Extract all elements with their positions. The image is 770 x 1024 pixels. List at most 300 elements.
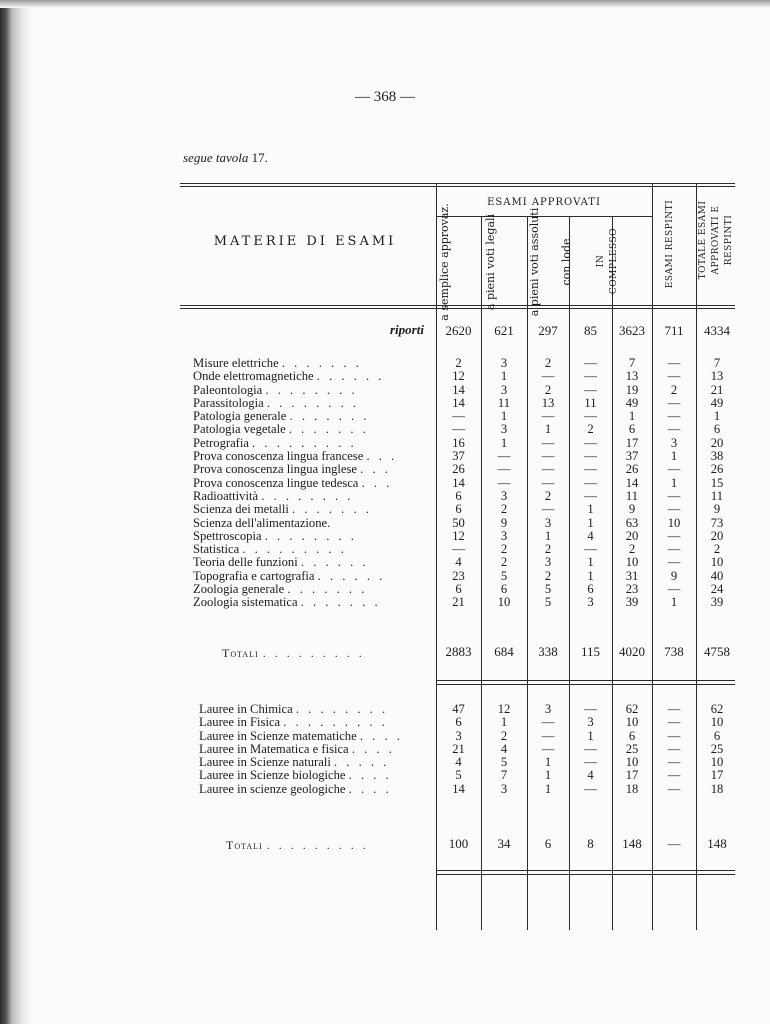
table-cell: 11 (710, 488, 724, 503)
table-cell: 13 (625, 369, 639, 384)
table-cell: — (667, 409, 681, 424)
table-cell: 39 (710, 595, 724, 610)
subject-label: Paleontologia (193, 382, 263, 397)
subject-label: Prova conoscenza lingua francese (193, 449, 364, 464)
table-cell: 1 (587, 515, 594, 530)
table-cell: 2 (500, 728, 508, 743)
table-cell: — (452, 422, 465, 437)
table-cell: — (584, 475, 597, 490)
table-cell: 4 (455, 755, 462, 770)
table-cell: 25 (625, 741, 639, 756)
table-cell: 2 (670, 382, 678, 397)
degree-row (199, 730, 403, 743)
table-cell: 14 (452, 781, 465, 796)
table-cell: — (541, 728, 555, 743)
table-cell: 3 (670, 435, 678, 450)
table-cell: 5 (544, 595, 552, 610)
totali-value: 148 (707, 836, 727, 851)
subject-row (193, 530, 397, 543)
table-cell: — (541, 435, 555, 450)
table-cell: 2 (455, 356, 462, 370)
header-col-totale: TOTALE ESAMI APPROVATI E RESPINTI (698, 200, 734, 280)
subject-row (193, 410, 397, 423)
table-cell: 14 (452, 475, 465, 490)
table-cell: 9 (500, 515, 508, 530)
table-cell: 1 (544, 422, 552, 437)
totali-value: 115 (580, 644, 601, 659)
subject-row (193, 423, 397, 436)
table-cell: 1 (670, 475, 678, 490)
table-cell: 73 (710, 515, 724, 530)
totali-value: 100 (448, 836, 469, 851)
table-cell: — (667, 582, 681, 597)
table-cell: — (541, 369, 555, 384)
subject-row (193, 450, 397, 463)
table-cell: — (667, 755, 681, 770)
table-cell: 24 (710, 582, 724, 597)
table-cell: 6 (500, 582, 508, 597)
leader-dots: . . . . . (333, 755, 390, 770)
table-cell: 3 (587, 595, 594, 610)
table-cell: 6 (628, 728, 636, 743)
subject-label: Teoria delle funzioni (193, 555, 298, 570)
table-cell: — (584, 488, 597, 503)
header-col-voti-legali: a pieni voti legali (484, 213, 497, 311)
leader-dots: . . . . . . . (281, 356, 362, 370)
degree-label: Lauree in scienze geologiche (199, 781, 346, 796)
table-cell: — (667, 741, 681, 756)
leader-dots: . . . . . . . . (265, 382, 358, 397)
section1-col-semplice (436, 357, 481, 610)
table-cell: 6 (455, 715, 462, 730)
degree-label: Lauree in Matematica e fisica (199, 741, 349, 756)
table-cell: 37 (625, 449, 639, 464)
leader-dots: . . . . . . . (291, 502, 372, 517)
table-cell: 3 (587, 715, 594, 730)
totali-label (222, 646, 365, 661)
totali-value: 148 (622, 836, 642, 851)
table-cell: 20 (625, 528, 639, 543)
subject-label: Zoologia sistematica (193, 595, 298, 610)
table-cell: — (541, 502, 555, 517)
header-col-semplice: a semplice approvaz. (438, 203, 451, 321)
header-col-complesso: IN COMPLESSO (596, 227, 619, 295)
subject-row (193, 463, 397, 476)
table-cell: 6 (713, 422, 721, 437)
table-cell: 10 (710, 555, 724, 570)
table-cell: 10 (625, 555, 639, 570)
degree-row (199, 703, 403, 716)
subject-label: Onde elettromagnetiche (193, 369, 314, 384)
table-cell: 17 (625, 768, 639, 783)
table-cell: — (667, 528, 681, 543)
table-cell: — (667, 702, 681, 716)
table-cell: 62 (710, 702, 724, 716)
table-cell: 1 (670, 449, 678, 464)
table-cell: 1 (544, 755, 552, 770)
table-cell: 1 (628, 409, 636, 424)
table-cell: 2 (713, 542, 721, 557)
table-cell: — (541, 715, 555, 730)
totali-label (226, 838, 369, 853)
header-esami-approvati: ESAMI APPROVATI (487, 197, 601, 208)
table-cell: 3 (544, 515, 552, 530)
table-cell: 62 (625, 702, 639, 716)
section1-col-lode (569, 357, 612, 610)
table-cell: 6 (628, 422, 636, 437)
subject-row (193, 490, 397, 503)
table-cell: 6 (587, 582, 594, 597)
subject-label: Scienza dei metalli (193, 502, 289, 517)
subject-label: Statistica (193, 542, 240, 557)
table-cell: — (667, 369, 681, 384)
table-cell: — (667, 488, 681, 503)
section2-col-semplice (436, 703, 481, 796)
table-cell: 14 (452, 395, 465, 410)
subject-row (193, 357, 397, 370)
table-cell: — (667, 395, 681, 410)
table-cell: 1 (500, 435, 508, 450)
totali-text: Totali (222, 646, 259, 660)
table-cell: 49 (625, 395, 639, 410)
riporti-value: 711 (664, 323, 684, 338)
table-cell: 10 (667, 515, 681, 530)
table-cell: — (667, 715, 681, 730)
section2-labels (199, 703, 403, 796)
table-cell: 10 (710, 755, 724, 770)
table-cell: 9 (670, 568, 678, 583)
table-cell: 26 (710, 462, 724, 477)
totali-value: 338 (538, 644, 558, 659)
table-cell: 37 (452, 449, 465, 464)
table-cell: — (497, 462, 511, 477)
table-cell: 1 (544, 768, 552, 783)
riporti-value: 2620 (445, 323, 472, 338)
degree-row (199, 743, 403, 756)
subject-label: Misure elettriche (193, 356, 279, 370)
totali-value: 34 (497, 836, 511, 851)
table-cell: — (452, 409, 465, 424)
table-cell: — (541, 449, 555, 464)
leader-dots: . . . (360, 462, 391, 477)
table-cell: — (667, 356, 681, 370)
table-cell: 18 (710, 781, 724, 796)
subject-label: Zoologia generale (193, 582, 285, 597)
table-cell: 2 (628, 542, 636, 557)
section2-col-respinti (652, 703, 696, 796)
table-cell: — (667, 781, 681, 796)
table-cell: 3 (500, 528, 508, 543)
subject-row (193, 397, 397, 410)
table-cell: 1 (713, 409, 721, 424)
leader-dots: . . . . (359, 728, 403, 743)
leader-dots: . . . . . . . . . (262, 646, 365, 660)
table-cell: — (541, 409, 555, 424)
book-binding-shadow (0, 0, 32, 1024)
table-cell: — (541, 462, 555, 477)
table-cell: 2 (544, 568, 552, 583)
subject-row (193, 556, 397, 569)
subject-label: Radioattività (193, 488, 259, 503)
riporti-value: 297 (538, 323, 558, 338)
table-cell: 1 (587, 568, 594, 583)
table-cell: — (584, 369, 597, 384)
leader-dots: . . . . . . . . (266, 395, 360, 410)
table-cell: 38 (710, 449, 724, 464)
table-cell: 10 (497, 595, 511, 610)
table-cell: 2 (544, 542, 552, 557)
table-cell: — (667, 502, 681, 517)
table-cell: 1 (587, 728, 594, 743)
table-cell: 17 (710, 768, 724, 783)
table-cell: 15 (710, 475, 724, 490)
subject-label: Patologia vegetale (193, 422, 286, 437)
section2-col-complesso (612, 703, 652, 796)
leader-dots: . . . . . . (316, 369, 385, 384)
table-cell: — (584, 382, 597, 397)
table-cell: — (584, 755, 597, 770)
table-cell: — (452, 542, 465, 557)
table-cell: 10 (625, 755, 639, 770)
table-cell: 2 (500, 555, 508, 570)
subject-label: Patologia generale (193, 409, 287, 424)
section2-col-voti-legali (481, 703, 527, 796)
table-cell: 16 (452, 435, 465, 450)
table-cell: 3 (544, 555, 552, 570)
table-cell: 19 (625, 382, 639, 397)
leader-dots: . . . . . . . (288, 422, 369, 437)
page-number: — 368 — (355, 89, 415, 105)
table-cell: 5 (455, 768, 462, 783)
subject-label: Topografia e cartografia (193, 568, 315, 583)
table-cell: 2 (544, 488, 552, 503)
subject-row (193, 517, 397, 530)
table-cell: — (667, 462, 681, 477)
leader-dots: . . . . . . (300, 555, 369, 570)
table-cell: 7 (628, 356, 636, 370)
riporti-value: 3623 (619, 323, 645, 338)
table-cell: — (541, 741, 555, 756)
table-cell: 11 (497, 395, 511, 410)
table-cell: 5 (544, 582, 552, 597)
header-materie: MATERIE DI ESAMI (213, 234, 397, 249)
table-cell: — (541, 475, 555, 490)
table-cell: 63 (625, 515, 639, 530)
table-cell: 6 (455, 488, 462, 503)
leader-dots: . . . . . . . (289, 409, 370, 424)
table-cell: 1 (500, 715, 508, 730)
section2-col-totale (696, 703, 738, 796)
subject-label: Scienza dell'alimentazione. (193, 515, 331, 530)
totali-value: 684 (494, 644, 514, 659)
table-cell: 1 (587, 502, 594, 517)
degree-row (199, 783, 403, 796)
continuation-prefix: segue tavola (183, 150, 249, 165)
continuation-number: 17. (251, 150, 268, 165)
table-cell: 7 (713, 356, 721, 370)
table-cell: — (584, 542, 597, 557)
table-cell: 11 (584, 395, 597, 410)
table-cell: — (584, 449, 597, 464)
table-cell: 1 (544, 781, 552, 796)
degree-label: Lauree in Scienze matematiche (199, 728, 357, 743)
page-top-edge (0, 0, 770, 8)
section1-col-respinti (652, 357, 696, 610)
degree-label: Lauree in Scienze biologiche (199, 768, 346, 783)
subject-row (193, 543, 397, 556)
leader-dots: . . . . . . . (300, 595, 381, 610)
table-cell: 3 (500, 422, 508, 437)
table-cell: 12 (452, 369, 465, 384)
riporti-value: 621 (494, 323, 514, 338)
table-cell: 40 (710, 568, 724, 583)
section1-col-voti-assoluti (527, 357, 569, 610)
leader-dots: . . . . . . . . (264, 528, 357, 543)
table-cell: — (667, 542, 681, 557)
table-cell: 17 (625, 435, 639, 450)
table-cell: — (497, 449, 511, 464)
table-cell: 39 (625, 595, 639, 610)
table-cell: 20 (710, 528, 724, 543)
table-cell: 6 (455, 582, 462, 597)
table-cell: 6 (455, 502, 462, 517)
degree-label: Lauree in Chimica (199, 702, 293, 716)
totali-value: 738 (664, 644, 684, 659)
table-cell: 10 (710, 715, 724, 730)
table-cell: 23 (452, 568, 465, 583)
subject-row (193, 384, 397, 397)
table-cell: 21 (710, 382, 724, 397)
table-cell: 11 (625, 488, 639, 503)
riporti-value: 4334 (704, 323, 730, 338)
table-cell: 25 (710, 741, 724, 756)
table-cell: 1 (500, 409, 508, 424)
riporti-value: 85 (584, 323, 597, 338)
table-cell: 20 (710, 435, 724, 450)
table-cell: — (584, 781, 597, 796)
leader-dots: . . . . . . . . . (252, 435, 357, 450)
leader-dots: . . . . . . . . . (266, 838, 369, 852)
riporti-label: riporti (390, 322, 424, 337)
table-cell: 14 (625, 475, 639, 490)
table-cell: 3 (500, 356, 508, 370)
subject-row (193, 437, 397, 450)
table-cell: 18 (625, 781, 639, 796)
table-cell: 4 (587, 528, 594, 543)
totali-value: 4020 (619, 644, 645, 659)
leader-dots: . . . . (348, 781, 392, 796)
table-cell: 26 (625, 462, 639, 477)
leader-dots: . . . . . . . . . (242, 542, 347, 557)
subject-label: Petrografia (193, 435, 249, 450)
subject-row (193, 477, 397, 490)
table-cell: 5 (500, 755, 508, 770)
table-cell: — (667, 422, 681, 437)
leader-dots: . . . . (351, 741, 395, 756)
degree-row (199, 769, 403, 782)
totali-value: 6 (544, 836, 552, 851)
table-cell: — (667, 728, 681, 743)
table-cell: 50 (452, 515, 465, 530)
table-cell: 12 (452, 528, 465, 543)
totali-value: — (667, 836, 681, 851)
table-cell: 3 (500, 382, 508, 397)
section1-labels (193, 357, 397, 610)
table-cell: — (584, 741, 597, 756)
table-cell: 3 (544, 702, 552, 716)
table-cell: — (667, 768, 681, 783)
table-cell: 2 (587, 422, 594, 437)
section1-col-voti-legali (481, 357, 527, 610)
subject-row (193, 583, 397, 596)
table-cell: 1 (500, 369, 508, 384)
totali-text: Totali (226, 838, 263, 852)
header-col-voti-assoluti: a pieni voti assoluti (528, 207, 541, 317)
degree-label: Lauree in Scienze naturali (199, 755, 331, 770)
table-cell: 7 (500, 768, 508, 783)
table-cell: 9 (628, 502, 636, 517)
table-cell: 47 (452, 702, 465, 716)
table-cell: 10 (625, 715, 639, 730)
leader-dots: . . . . (348, 768, 392, 783)
header-col-respinti: ESAMI RESPINTI (665, 199, 675, 289)
section2-col-lode (569, 703, 612, 796)
totali-value: 4758 (704, 644, 730, 659)
leader-dots: . . . . . . . (287, 582, 368, 597)
table-cell: 12 (497, 702, 511, 716)
subject-label: Prova conoscenza lingue tedesca (193, 475, 359, 490)
table-cell: — (497, 475, 511, 490)
table-cell: 13 (710, 369, 724, 384)
table-cell: 2 (544, 382, 552, 397)
table-cell: 3 (500, 488, 508, 503)
table-cell: 14 (452, 382, 465, 397)
table-cell: 2 (500, 502, 508, 517)
leader-dots: . . . . . . . . . (283, 715, 388, 730)
totali-value: 8 (587, 836, 594, 851)
table-cell: 2 (544, 356, 552, 370)
table-cell: 49 (710, 395, 724, 410)
table-cell: 1 (587, 555, 594, 570)
table-cell: 23 (625, 582, 639, 597)
header-col-lode: con lode (560, 238, 573, 286)
table-cell: 9 (713, 502, 721, 517)
table-cell: 31 (625, 568, 639, 583)
subject-row (193, 570, 397, 583)
table-cell: 13 (541, 395, 555, 410)
table-cell: 1 (544, 528, 552, 543)
table-cell: 1 (670, 595, 678, 610)
table-cell: 4 (587, 768, 594, 783)
totali-value: 2883 (445, 644, 472, 659)
table-cell: — (584, 435, 597, 450)
section1-col-complesso (612, 357, 652, 610)
section2-col-voti-assoluti (527, 703, 569, 796)
leader-dots: . . . . . . (317, 568, 386, 583)
table-cell: 5 (500, 568, 508, 583)
degree-row (199, 756, 403, 769)
section1-col-totale (696, 357, 738, 610)
subject-label: Prova conoscenza lingua inglese (193, 462, 358, 477)
table-cell: — (667, 555, 681, 570)
degree-label: Lauree in Fisica (199, 715, 281, 730)
table-cell: — (584, 409, 597, 424)
table-cell: 21 (452, 595, 465, 610)
table-cell: 4 (455, 555, 462, 570)
subject-row (193, 503, 397, 516)
subject-label: Parassitologia (193, 395, 264, 410)
table-cell: 2 (500, 542, 508, 557)
